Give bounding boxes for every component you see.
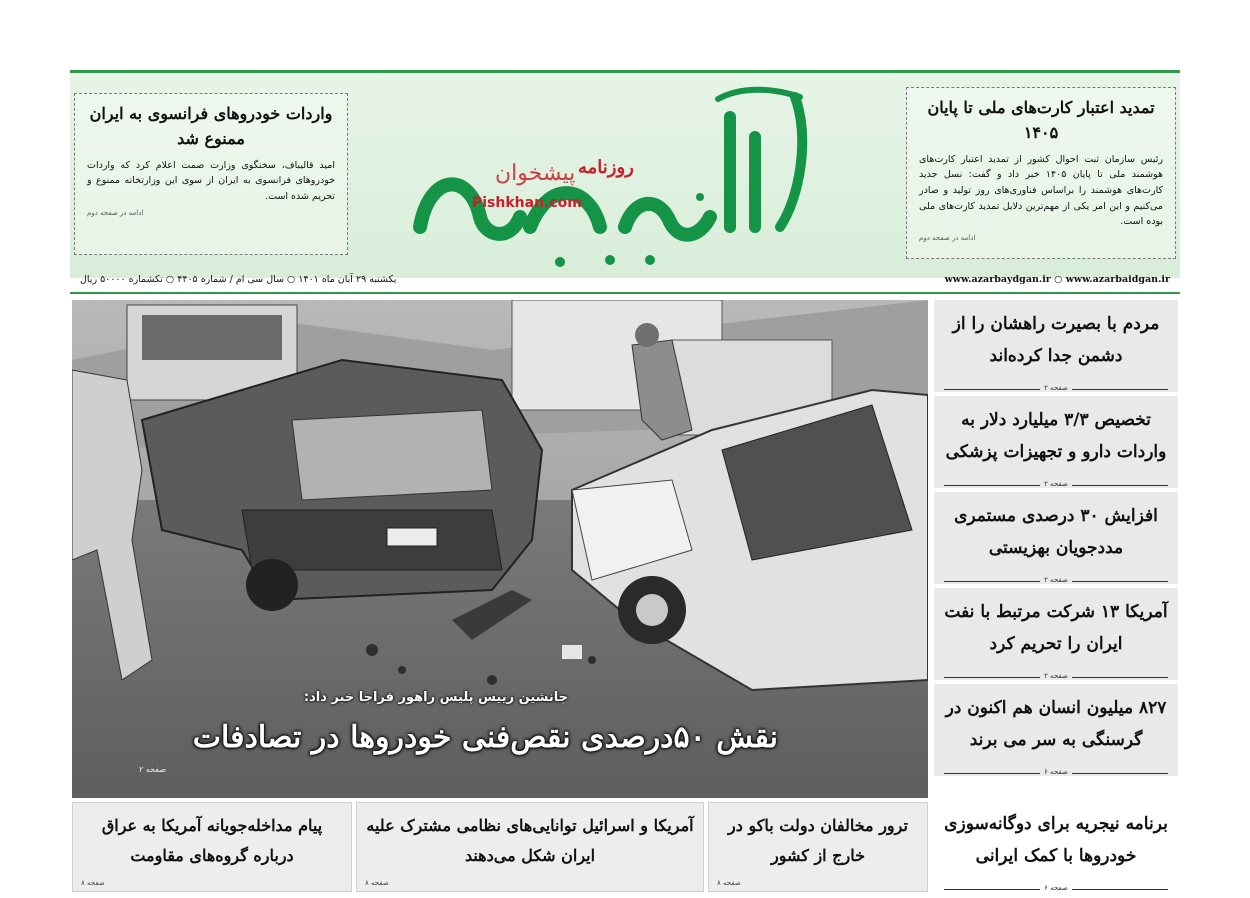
watermark-persian: پیشخوان (495, 161, 576, 186)
side-item-page-ref: صفحه ۲ (944, 581, 1168, 582)
side-item-title: مردم با بصیرت راهشان را از دشمن جدا کرده‌اند (952, 314, 1160, 367)
newspaper-front-page (70, 70, 1180, 892)
side-item-title: آمریکا ۱۳ شرکت مرتبط با نفت ایران را تحریم کرد (944, 602, 1168, 655)
left-box-body: امید قالیباف، سخنگوی وزارت صمت اعلام کرد که واردات خودروهای فرانسوی به ایران از سوی این وزارتخانه ممنوع و تحریم شده است. (87, 159, 335, 202)
side-item-title: افزایش ۳۰ درصدی مستمری مددجویان بهزیستی (954, 506, 1158, 559)
side-item[interactable] (934, 800, 1178, 892)
main-story-photo[interactable] (72, 300, 928, 798)
dateline: یکشنبه ۲۹ آبان ماه ۱۴۰۱ ○ سال سی ام / شماره ۴۴۰۵ ○ تکشماره ۵۰۰۰۰ ریال (80, 274, 397, 285)
main-story-headline[interactable]: نقش ۵۰درصدی نقص‌فنی خودروها در تصادفات (192, 720, 778, 755)
masthead (70, 70, 1180, 278)
website-links[interactable]: www.azarbaydgan.ir ○ www.azarbaidgan.ir (944, 274, 1170, 285)
side-item-page-ref: صفحه ۶ (944, 889, 1168, 890)
bottom-item-page-ref: صفحه ۸ (365, 879, 389, 887)
masthead-info-bar (70, 270, 1180, 294)
side-item-page-ref: صفحه ۶ (944, 773, 1168, 774)
bottom-item-title: ترور مخالفان دولت باکو در خارج از کشور (728, 816, 908, 866)
main-story-page-ref: صفحه ۲ (139, 765, 167, 774)
side-item[interactable] (934, 492, 1178, 584)
bottom-item-title: آمریکا و اسرائیل توانایی‌های نظامی مشترک علیه ایران شکل می‌دهند (366, 816, 694, 866)
bottom-item-page-ref: صفحه ۸ (81, 879, 105, 887)
bottom-item[interactable] (708, 802, 928, 892)
side-item-title: برنامه نیجریه برای دوگانه‌سوزی خودروها با کمک ایرانی (944, 814, 1168, 867)
side-item-title: ۸۲۷ میلیون انسان هم اکنون در گرسنگی به سر می برند (945, 698, 1167, 751)
bottom-item-title: پیام مداخله‌جویانه آمریکا به عراق درباره گروه‌های مقاومت (101, 816, 323, 866)
bottom-headlines-row (72, 802, 928, 892)
main-story-kicker: جانشین رییس پلیس راهور فراجا خبر داد: (303, 690, 568, 705)
side-item-page-ref: صفحه ۲ (944, 389, 1168, 390)
logo-subtitle: روزنامه (578, 157, 634, 178)
side-headlines-column (934, 300, 1178, 892)
left-box-continued: ادامه در صفحه دوم (87, 208, 144, 217)
left-news-box[interactable] (74, 93, 348, 255)
right-box-continued: ادامه در صفحه دوم (919, 233, 976, 242)
bottom-item-page-ref: صفحه ۸ (717, 879, 741, 887)
right-box-body: رئیس سازمان ثبت احوال کشور از تمدید اعتبار کارت‌های هوشمند ملی تا پایان ۱۴۰۵ خبر داد و گفت: نسل جدید کارت‌های هوشمند را براساس فناوری‌های روز تولید و صادر می‌کنیم و این امر یکی از مهم‌ترین دلایل تمدید کارت‌های ملی بوده است. (919, 153, 1164, 228)
bottom-item[interactable] (356, 802, 704, 892)
watermark-url: Pishkhan.com (472, 195, 582, 211)
side-item[interactable] (934, 300, 1178, 392)
side-item-title: تخصیص ۳/۳ میلیارد دلار به واردات دارو و تجهیزات پزشکی (945, 410, 1167, 463)
side-item[interactable] (934, 684, 1178, 776)
right-news-box[interactable] (906, 87, 1176, 259)
bottom-item[interactable] (72, 802, 352, 892)
side-item-page-ref: صفحه ۲ (944, 677, 1168, 678)
side-item[interactable] (934, 588, 1178, 680)
left-box-title: واردات خودروهای فرانسوی به ایران ممنوع شد (89, 104, 333, 148)
side-item-page-ref: صفحه ۲ (944, 485, 1168, 486)
right-box-title: تمدید اعتبار کارت‌های ملی تا پایان ۱۴۰۵ (927, 98, 1155, 142)
side-item[interactable] (934, 396, 1178, 488)
newspaper-logo (400, 77, 840, 277)
